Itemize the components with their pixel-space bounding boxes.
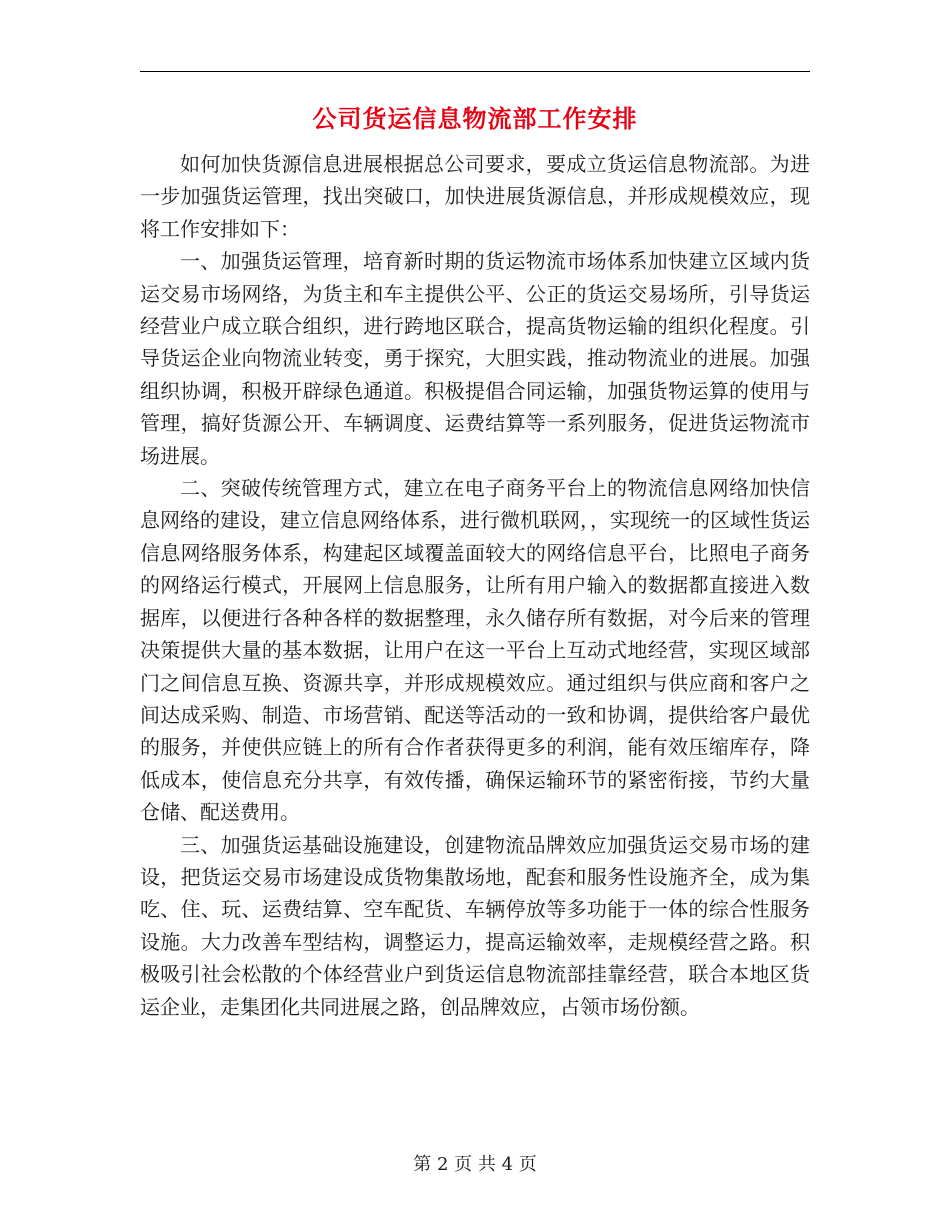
section-3-paragraph: 三、加强货运基础设施建设，创建物流品牌效应加强货运交易市场的建设，把货运交易市场建设成货物集散场地，配套和服务性设施齐全，成为集吃、住、玩、运费结算、空车配货、车辆停放等多功能于一体的综合性服务设施。大力改善车型结构，调整运力，提高运输效率，走规模经营之路。积极吸引社会松散的个体经营业户到货运信息物流部挂靠经营，联合本地区货运企业，走集团化共同进展之路，创品牌效应，占领市场份额。 [140,832,810,1019]
page-footer: 第 2 页 共 4 页 [413,1154,537,1175]
header-rule [140,71,810,72]
section-1-paragraph: 一、加强货运管理，培育新时期的货运物流市场体系加快建立区域内货运交易市场网络，为货主和车主提供公平、公正的货运交易场所，引导货运经营业户成立联合组织，进行跨地区联合，提高货物运输的组织化程度。引导货运企业向物流业转变，勇于探究，大胆实践，推动物流业的进展。加强组织协调，积极开辟绿色通道。积极提倡合同运输，加强货物运算的使用与管理，搞好货源公开、车辆调度、运费结算等一系列服务，促进货运物流市场进展。 [140,249,810,468]
document-body [140,148,810,1023]
document-title: 公司货运信息物流部工作安排 [312,105,638,133]
section-2-paragraph: 二、突破传统管理方式，建立在电子商务平台上的物流信息网络加快信息网络的建设，建立信息网络体系，进行微机联网，，实现统一的区域性货运信息网络服务体系，构建起区域覆盖面较大的网络信息平台，比照电子商务的网络运行模式，开展网上信息服务，让所有用户输入的数据都直接进入数据库，以便进行各种各样的数据整理，永久储存所有数据，对今后来的管理决策提供大量的基本数据，让用户在这一平台上互动式地经营，实现区域部门之间信息互换、资源共享，并形成规模效应。通过组织与供应商和客户之间达成采购、制造、市场营销、配送等活动的一致和协调，提供给客户最优的服务，并使供应链上的所有合作者获得更多的利润，能有效压缩库存，降低成本，使信息充分共享，有效传播，确保运输环节的紧密衔接，节约大量仓储、配送费用。 [140,476,810,825]
intro-paragraph: 如何加快货源信息进展根据总公司要求，要成立货运信息物流部。为进一步加强货运管理，找出突破口，加快进展货源信息，并形成规模效应，现将工作安排如下： [140,152,810,241]
